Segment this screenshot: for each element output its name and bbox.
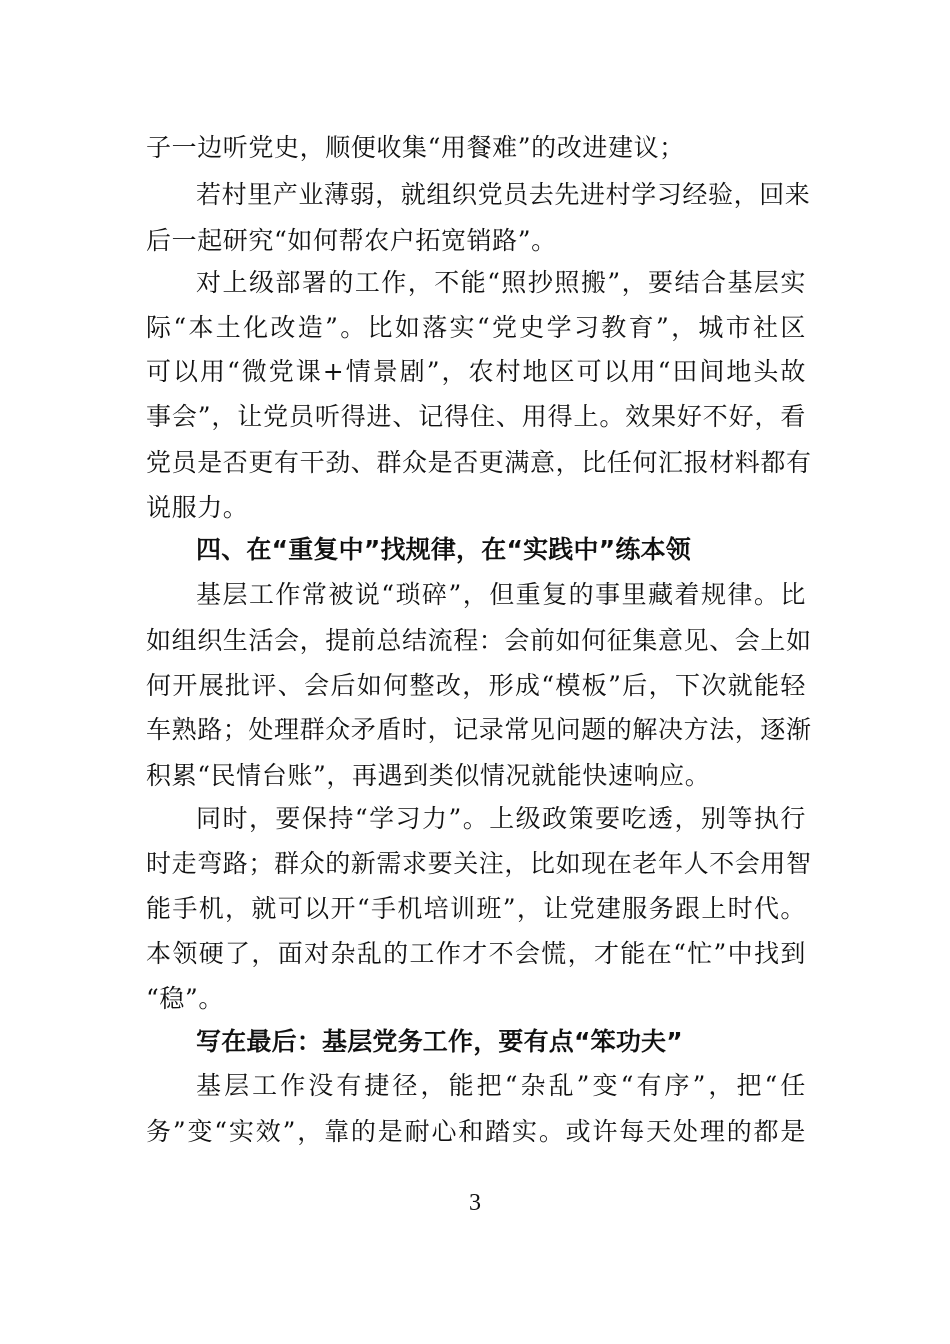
body-line: 党员是否更有干劲、群众是否更满意，比任何汇报材料都有: [146, 448, 812, 477]
body-line: 务”变“实效”，靠的是耐心和踏实。或许每天处理的都是: [146, 1117, 806, 1146]
body-line: 对上级部署的工作，不能“照抄照搬”，要结合基层实: [196, 268, 806, 297]
body-line: “稳”。: [146, 984, 224, 1013]
body-line: 积累“民情台账”，再遇到类似情况就能快速响应。: [146, 761, 711, 790]
body-line: 若村里产业薄弱，就组织党员去先进村学习经验，回来: [196, 180, 811, 209]
body-line: 后一起研究“如何帮农户拓宽销路”。: [146, 226, 557, 255]
body-line: 可以用“微党课+情景剧”，农村地区可以用“田间地头故: [146, 357, 806, 386]
section-heading: 写在最后：基层党务工作，要有点“笨功夫”: [196, 1027, 683, 1056]
body-line: 能手机，就可以开“手机培训班”，让党建服务跟上时代。: [146, 894, 806, 923]
body-line: 事会”，让党员听得进、记得住、用得上。效果好不好，看: [146, 402, 806, 431]
body-line: 车熟路；处理群众矛盾时，记录常见问题的解决方法，逐渐: [146, 715, 812, 744]
body-line: 际“本土化改造”。比如落实“党史学习教育”，城市社区: [146, 313, 806, 342]
body-line: 同时，要保持“学习力”。上级政策要吃透，别等执行: [196, 804, 806, 833]
body-line: 说服力。: [146, 493, 249, 522]
body-line: 何开展批评、会后如何整改，形成“模板”后，下次就能轻: [146, 671, 806, 700]
body-line: 基层工作没有捷径，能把“杂乱”变“有序”，把“任: [196, 1071, 806, 1100]
body-line: 时走弯路；群众的新需求要关注，比如现在老年人不会用智: [146, 849, 812, 878]
body-line: 如组织生活会，提前总结流程：会前如何征集意见、会上如: [146, 626, 812, 655]
body-line: 子一边听党史，顺便收集“用餐难”的改进建议；: [146, 133, 685, 162]
body-line: 基层工作常被说“琐碎”，但重复的事里藏着规律。比: [196, 580, 806, 609]
page-number: 3: [469, 1190, 481, 1216]
body-line: 本领硬了，面对杂乱的工作才不会慌，才能在“忙”中找到: [146, 939, 806, 968]
section-heading: 四、在“重复中”找规律，在“实践中”练本领: [196, 535, 691, 564]
